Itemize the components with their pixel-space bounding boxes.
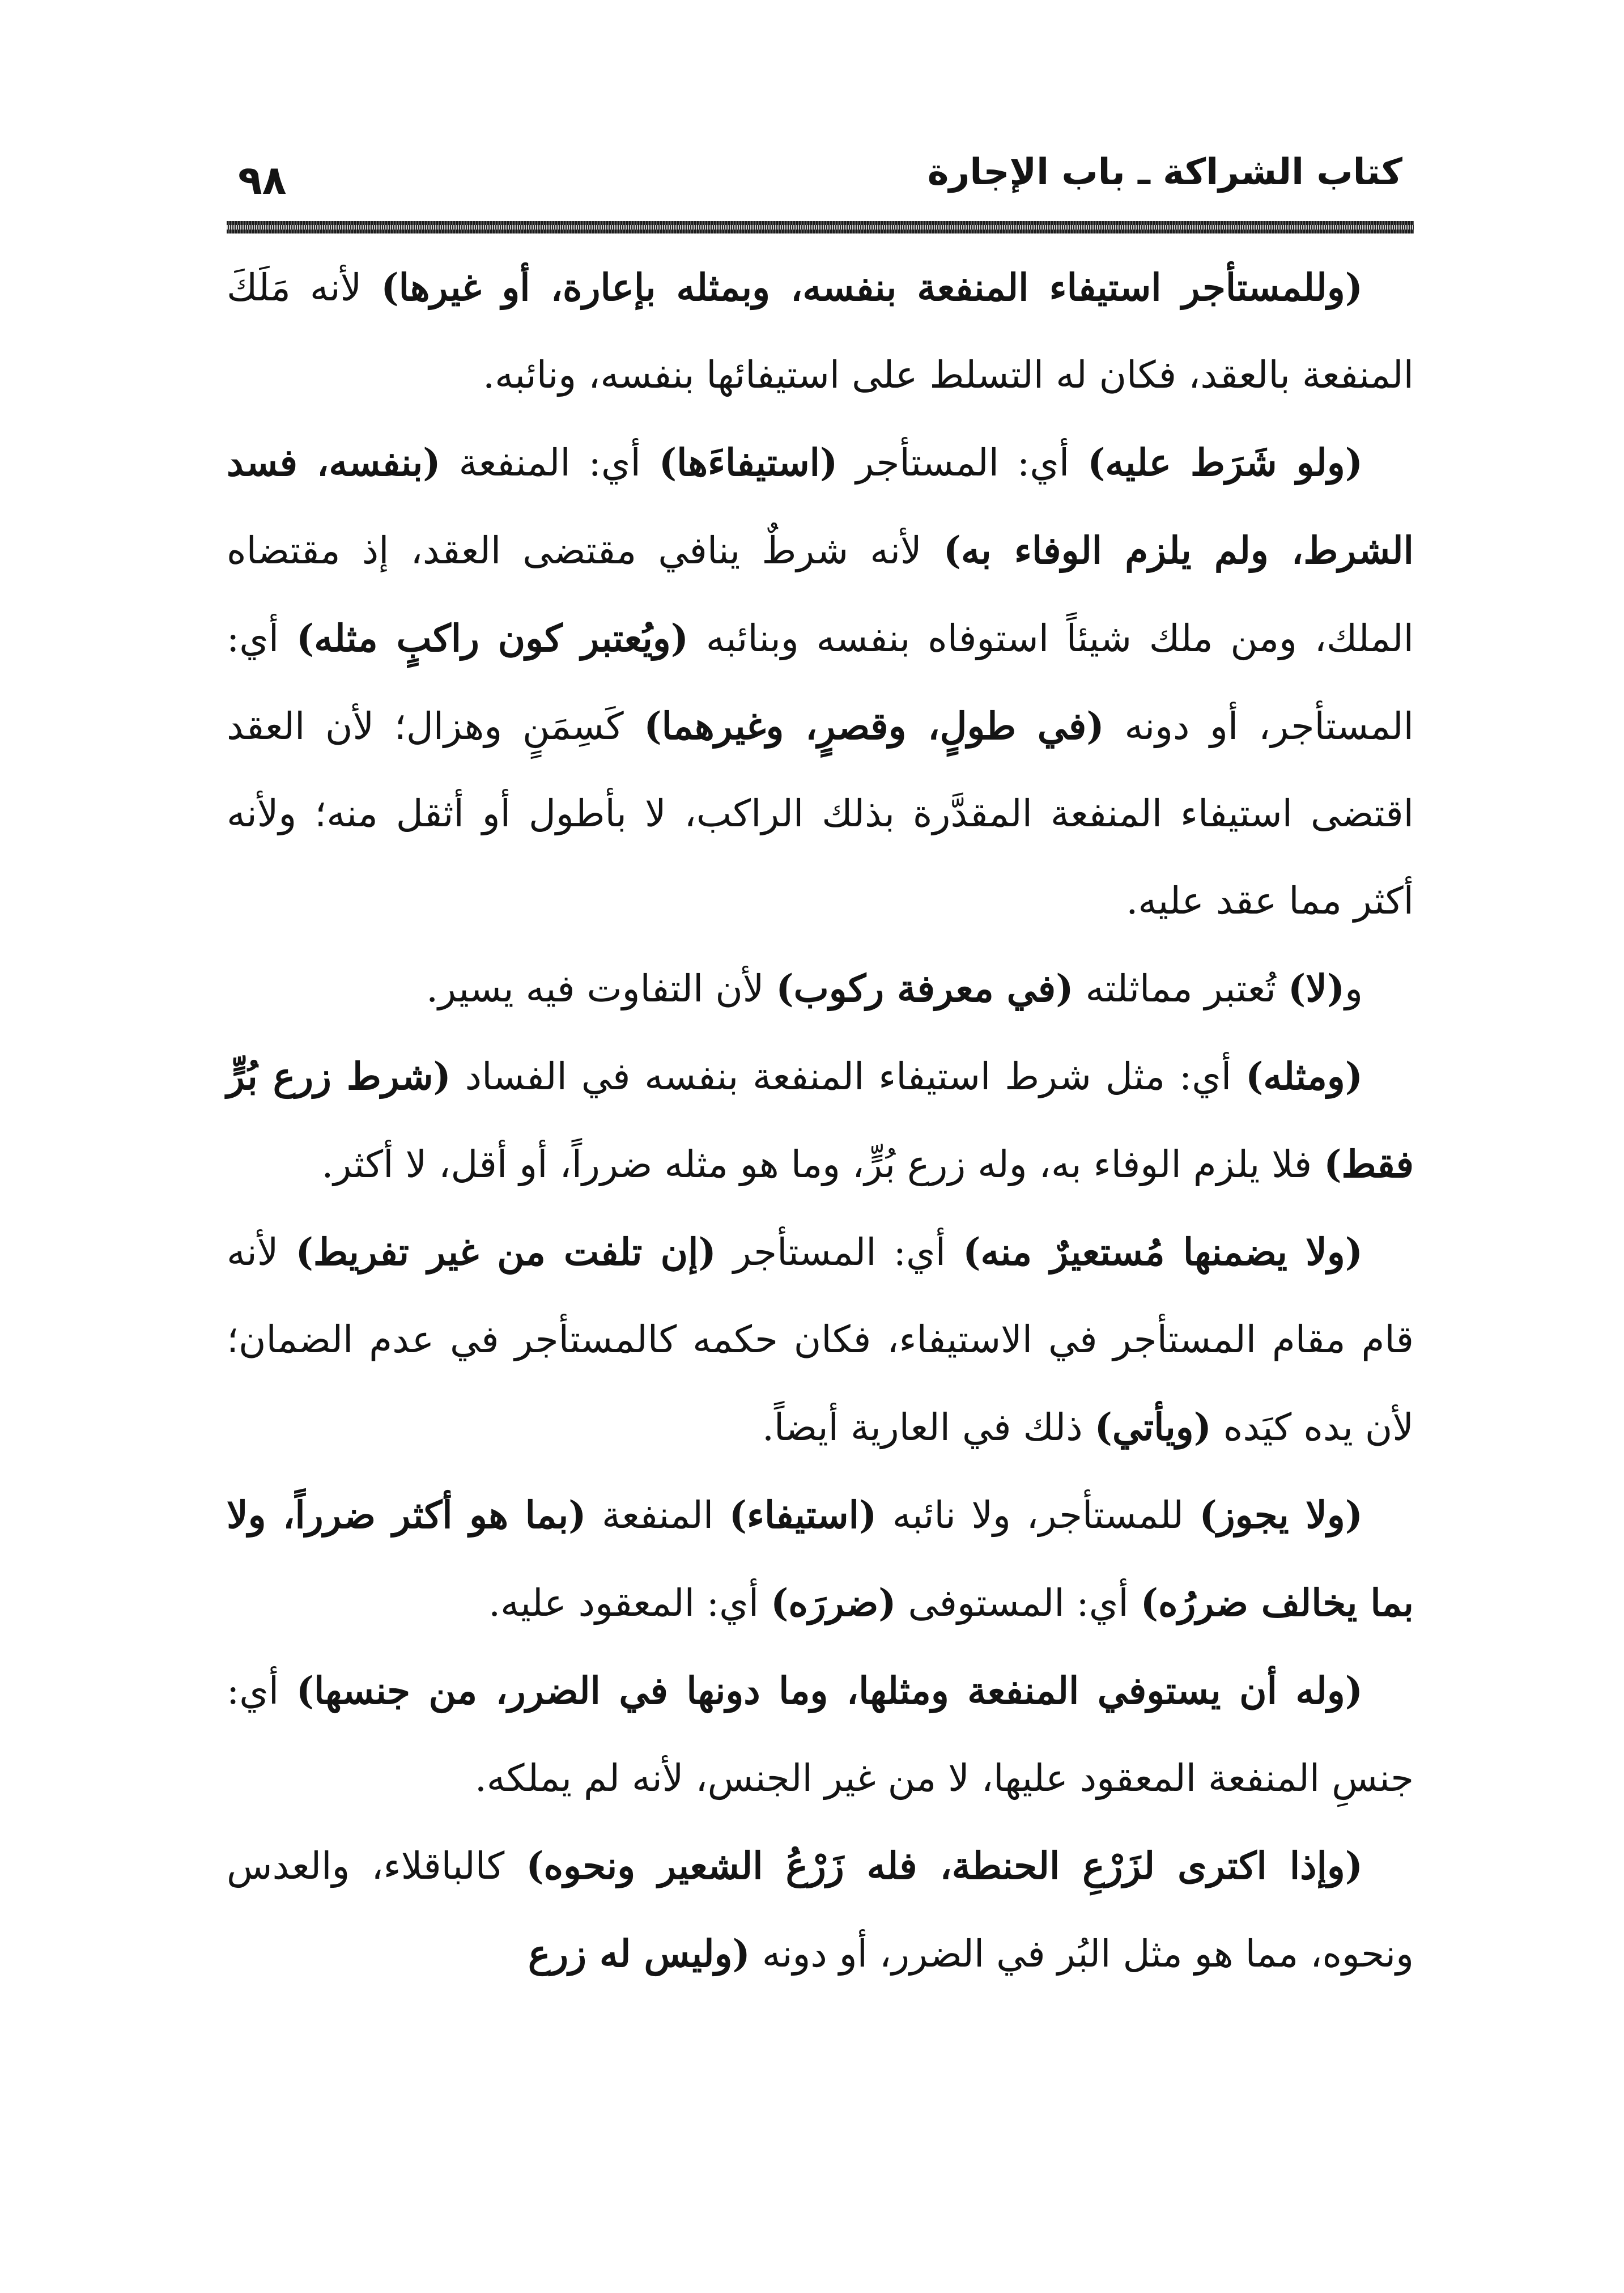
text-span: لأنه مَلَكَ المنفعة بالعقد، فكان له التسلط على استيفائها بنفسه، ونائبه.: [227, 266, 1414, 397]
text-span: كَسِمَنٍ وهزال؛ لأن العقد اقتضى استيفاء المنفعة المقدَّرة بذلك الراكب، لا بأطول أو أثقل منه؛ ولأنه أكثر مما عقد عليه.: [227, 704, 1414, 923]
paragraph: [227, 1471, 1414, 1647]
text-span-bold: (في معرفة ركوب): [776, 966, 1074, 1010]
text-span-bold: (ولا يجوز): [1199, 1493, 1363, 1537]
text-span: أي: المعقود عليه.: [488, 1581, 771, 1625]
text-span-bold: (ضررَه): [771, 1581, 896, 1625]
text-span-bold: (إن تلفت من غير تفريط): [295, 1230, 716, 1274]
paragraph: [227, 1033, 1414, 1208]
text-span: أي: جنسِ المنفعة المعقود عليها، لا من غير الجنس، لأنه لم يملكه.: [227, 1669, 1414, 1800]
text-span-bold: (ولو شَرَط عليه): [1087, 440, 1363, 485]
running-title: كتاب الشراكة ـ باب الإجارة: [927, 151, 1402, 193]
text-span-bold: (لا): [1288, 966, 1345, 1010]
text-span-bold: (بما هو أكثر ضرراً، ولا بما يخالف ضررُه): [227, 1493, 1414, 1625]
text-span: و: [1345, 967, 1363, 1010]
text-span-bold: (ويُعتبر كون راكبٍ مثله): [296, 616, 688, 660]
paragraph: [227, 1647, 1414, 1822]
text-span: أي: المنفعة: [440, 441, 659, 485]
paragraph: [227, 1208, 1414, 1471]
text-span-bold: (ومثله): [1245, 1054, 1363, 1098]
header-divider: [227, 221, 1414, 233]
paragraph: [227, 419, 1414, 945]
text-span-bold: (وللمستأجر استيفاء المنفعة بنفسه، وبمثله بإعارة، أو غيرها): [381, 265, 1363, 309]
text-span-bold: (وله أن يستوفي المنفعة ومثلها، وما دونها في الضرر، من جنسها): [296, 1668, 1363, 1713]
text-span: أي: المستوفى: [896, 1581, 1141, 1625]
text-span-bold: (بنفسه، فسد الشرط، ولم يلزم الوفاء به): [227, 440, 1414, 572]
text-span: ذلك في العارية أيضاً.: [762, 1405, 1095, 1449]
text-span: أي: المستأجر: [716, 1230, 963, 1274]
text-span-bold: (شرط زرع بُرٍّ فقط): [227, 1054, 1414, 1186]
text-span: أي: المستأجر، أو دونه: [227, 617, 1414, 748]
text-span: لأنه شرطٌ ينافي مقتضى العقد، إذ مقتضاه الملك، ومن ملك شيئاً استوفاه بنفسه وبنائبه: [227, 529, 1414, 660]
page-number: ٩٨: [238, 157, 287, 203]
text-span-bold: (استيفاءَها): [658, 440, 838, 485]
text-span: لأن التفاوت فيه يسير.: [426, 967, 776, 1010]
text-span: أي: مثل شرط استيفاء المنفعة بنفسه في الفساد: [450, 1055, 1246, 1098]
text-span-bold: (في طولٍ، وقصرٍ، وغيرهما): [644, 704, 1104, 748]
text-span-bold: (استيفاء): [729, 1493, 877, 1537]
text-span: لأنه قام مقام المستأجر في الاستيفاء، فكان حكمه كالمستأجر في عدم الضمان؛ لأن يده كيَده: [227, 1230, 1414, 1449]
paragraph: [227, 945, 1414, 1033]
text-span-bold: (ولا يضمنها مُستعيرٌ منه): [963, 1230, 1363, 1274]
text-span: تُعتبر مماثلته: [1073, 967, 1289, 1010]
text-span: للمستأجر، ولا نائبه: [877, 1493, 1200, 1537]
paragraph: [227, 244, 1414, 419]
text-span: كالباقلاء، والعدس ونحوه، مما هو مثل البُر في الضرر، أو دونه: [227, 1844, 1414, 1976]
paragraph: [227, 1822, 1414, 1998]
text-span: المنفعة: [586, 1493, 729, 1537]
text-span-bold: (ويأتي): [1094, 1405, 1211, 1449]
text-span-bold: (وليس له زرع: [528, 1931, 750, 1976]
text-span: أي: المستأجر: [837, 441, 1088, 485]
text-span-bold: (وإذا اكترى لزَرْعِ الحنطة، فله زَرْعُ الشعير ونحوه): [526, 1844, 1363, 1888]
text-span: فلا يلزم الوفاء به، وله زرع بُرٍّ، وما هو مثله ضرراً، أو أقل، لا أكثر.: [321, 1143, 1324, 1186]
page-header: [227, 145, 1414, 213]
body-text: [227, 244, 1414, 2159]
